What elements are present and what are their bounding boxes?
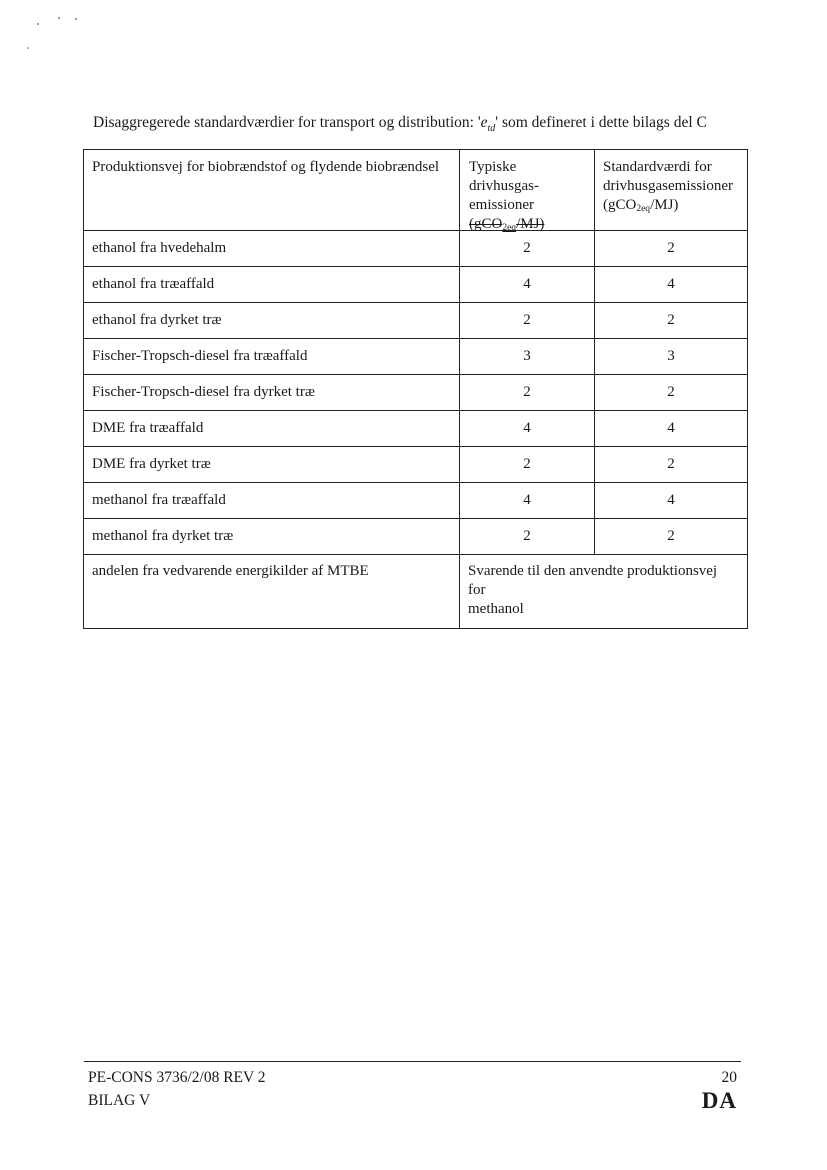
cell-default: 2 (595, 519, 748, 555)
cell-typical: 3 (460, 339, 595, 375)
cell-pathway: methanol fra dyrket træ (84, 519, 460, 555)
page-number: 20 (721, 1069, 737, 1086)
cell-typical: 2 (460, 375, 595, 411)
cell-pathway: DME fra dyrket træ (84, 447, 460, 483)
cell-default: 4 (595, 483, 748, 519)
cell-typical: 2 (460, 519, 595, 555)
cell-typical: 4 (460, 267, 595, 303)
header-default-unit: (gCO$_{2eq}$/MJ) (603, 197, 679, 214)
symbol-e: $e_{td}$ (480, 114, 496, 135)
table-heading: Disaggregerede standardværdier for transport og distribution: '$e_{td}$' som defineret i dette bilags del C (93, 114, 707, 135)
footer-divider (84, 1061, 741, 1062)
cell-typical: 2 (460, 231, 595, 267)
cell-default: 3 (595, 339, 748, 375)
cell-pathway: Fischer-Tropsch-diesel fra dyrket træ (84, 375, 460, 411)
cell-default: 2 (595, 447, 748, 483)
table-row (84, 267, 748, 303)
header-typical: Typiske drivhusgas- emissioner (gCO$_{2eq}$/MJ) (460, 150, 595, 231)
cell-default: 2 (595, 375, 748, 411)
table-row (84, 411, 748, 447)
cell-pathway: DME fra træaffald (84, 411, 460, 447)
cell-typical: 2 (460, 303, 595, 339)
cell-default: 2 (595, 303, 748, 339)
table-header-row (84, 150, 748, 231)
table-row (84, 231, 748, 267)
table-row (84, 483, 748, 519)
cell-default: 2 (595, 231, 748, 267)
cell-pathway: ethanol fra træaffald (84, 267, 460, 303)
cell-pathway: andelen fra vedvarende energikilder af MTBE (84, 555, 460, 629)
table-row (84, 447, 748, 483)
cell-typical: 4 (460, 411, 595, 447)
cell-mtbe-note: Svarende til den anvendte produktionsvej for methanol (460, 555, 748, 629)
header-default: Standardværdi for drivhusgasemissioner (gCO$_{2eq}$/MJ) (595, 150, 748, 231)
language-code: DA (701, 1088, 737, 1113)
header-typical-unit: (gCO$_{2eq}$/MJ) (469, 216, 545, 233)
cell-pathway: ethanol fra dyrket træ (84, 303, 460, 339)
table-row (84, 303, 748, 339)
cell-typical: 2 (460, 447, 595, 483)
scan-specks (0, 0, 100, 60)
table-row (84, 339, 748, 375)
cell-pathway: ethanol fra hvedehalm (84, 231, 460, 267)
cell-default: 4 (595, 411, 748, 447)
cell-typical: 4 (460, 483, 595, 519)
cell-pathway: Fischer-Tropsch-diesel fra træaffald (84, 339, 460, 375)
table-row-mtbe (84, 555, 748, 629)
cell-pathway: methanol fra træaffald (84, 483, 460, 519)
document-reference: PE-CONS 3736/2/08 REV 2 (88, 1069, 266, 1086)
cell-default: 4 (595, 267, 748, 303)
annex-label: BILAG V (88, 1092, 151, 1109)
table-row (84, 375, 748, 411)
emissions-table (83, 149, 748, 629)
header-pathway: Produktionsvej for biobrændstof og flydende biobrændsel (84, 150, 460, 231)
table-row (84, 519, 748, 555)
